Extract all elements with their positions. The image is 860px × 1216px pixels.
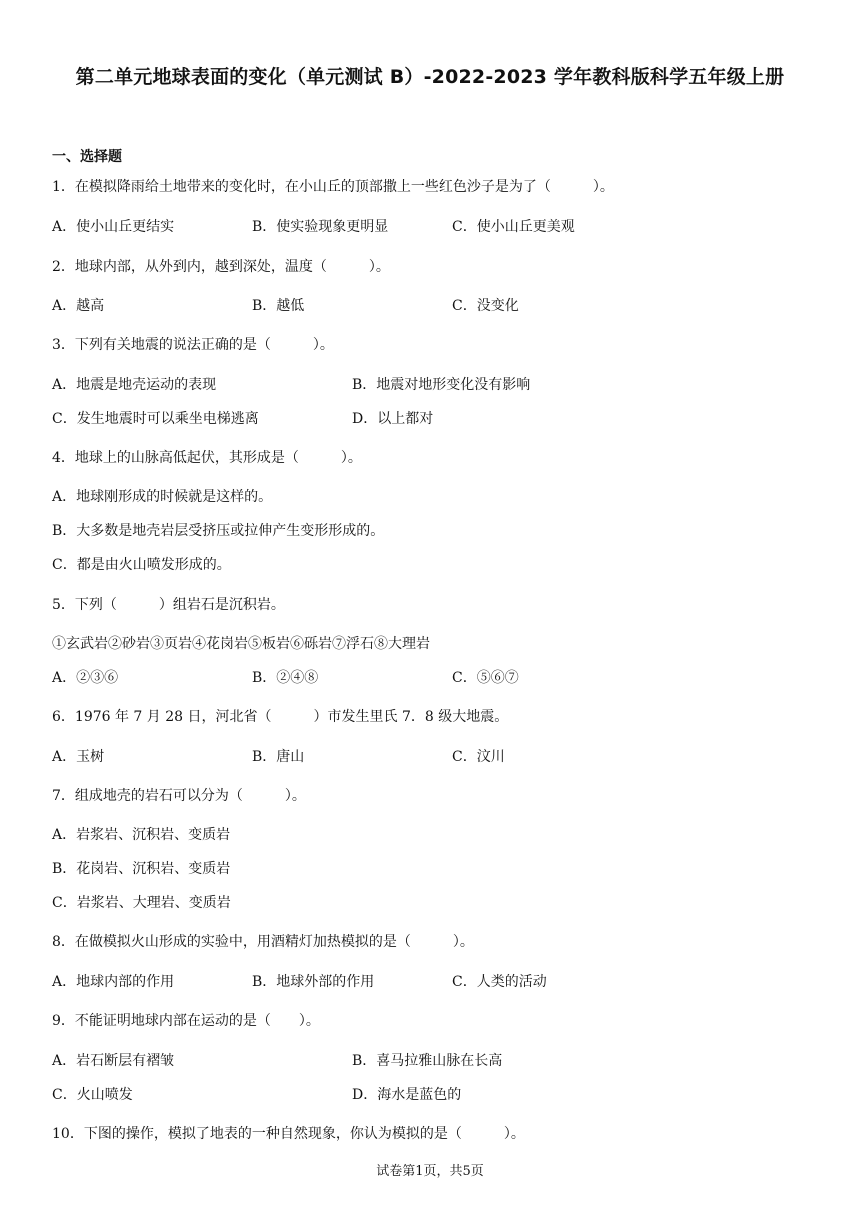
question-5-option-c[interactable]: C．⑤⑥⑦ xyxy=(452,670,519,686)
question-5-option-a[interactable]: A．②③⑥ xyxy=(52,670,119,686)
question-7-option-b[interactable]: B．花岗岩、沉积岩、变质岩 xyxy=(52,861,231,877)
question-3-option-c[interactable]: C．发生地震时可以乘坐电梯逃离 xyxy=(52,411,259,427)
question-8-option-c[interactable]: C．人类的活动 xyxy=(452,974,547,990)
question-2-option-c[interactable]: C．没变化 xyxy=(452,298,519,314)
section-heading: 一、选择题 xyxy=(52,149,122,165)
question-5-stem: 5．下列（ ）组岩石是沉积岩。 xyxy=(52,597,285,613)
question-8-stem: 8．在做模拟火山形成的实验中，用酒精灯加热模拟的是（ ）。 xyxy=(52,934,474,950)
question-2-option-b[interactable]: B．越低 xyxy=(252,298,305,314)
question-10-stem: 10．下图的操作，模拟了地表的一种自然现象，你认为模拟的是（ ）。 xyxy=(52,1126,525,1142)
question-4-option-a[interactable]: A．地球刚形成的时候就是这样的。 xyxy=(52,489,273,505)
question-1-option-c[interactable]: C．使小山丘更美观 xyxy=(452,219,575,235)
question-1-stem: 1．在模拟降雨给土地带来的变化时，在小山丘的顶部撒上一些红色沙子是为了（ ）。 xyxy=(52,179,614,195)
question-9-option-a[interactable]: A．岩石断层有褶皱 xyxy=(52,1053,175,1069)
question-1-option-b[interactable]: B．使实验现象更明显 xyxy=(252,219,389,235)
question-5-option-b[interactable]: B．②④⑧ xyxy=(252,670,319,686)
question-6-option-b[interactable]: B．唐山 xyxy=(252,749,305,765)
question-6-stem: 6．1976 年 7 月 28 日，河北省（ ）市发生里氏 7．8 级大地震。 xyxy=(52,709,509,725)
question-7-option-c[interactable]: C．岩浆岩、大理岩、变质岩 xyxy=(52,895,231,911)
question-3-stem: 3．下列有关地震的说法正确的是（ ）。 xyxy=(52,337,334,353)
question-6-option-a[interactable]: A．玉树 xyxy=(52,749,105,765)
question-9-option-b[interactable]: B．喜马拉雅山脉在长高 xyxy=(352,1053,503,1069)
question-9-option-c[interactable]: C．火山喷发 xyxy=(52,1087,133,1103)
question-7-option-a[interactable]: A．岩浆岩、沉积岩、变质岩 xyxy=(52,827,231,843)
question-1-option-a[interactable]: A．使小山丘更结实 xyxy=(52,219,175,235)
question-6-option-c[interactable]: C．汶川 xyxy=(452,749,505,765)
question-3-option-a[interactable]: A．地震是地壳运动的表现 xyxy=(52,377,217,393)
question-7-stem: 7．组成地壳的岩石可以分为（ ）。 xyxy=(52,788,306,804)
question-3-option-d[interactable]: D．以上都对 xyxy=(352,411,434,427)
question-9-option-d[interactable]: D．海水是蓝色的 xyxy=(352,1087,462,1103)
page-title: 第二单元地球表面的变化（单元测试 B）-2022-2023 学年教科版科学五年级上册 xyxy=(75,66,785,88)
question-9-stem: 9．不能证明地球内部在运动的是（ ）。 xyxy=(52,1013,320,1029)
question-2-option-a[interactable]: A．越高 xyxy=(52,298,105,314)
question-4-stem: 4．地球上的山脉高低起伏，其形成是（ ）。 xyxy=(52,450,362,466)
question-4-option-c[interactable]: C．都是由火山喷发形成的。 xyxy=(52,557,231,573)
page-footer: 试卷第1页，共5页 xyxy=(376,1164,484,1179)
question-5-rock-list: ①玄武岩②砂岩③页岩④花岗岩⑤板岩⑥砾岩⑦浮石⑧大理岩 xyxy=(52,636,430,652)
question-2-stem: 2．地球内部，从外到内，越到深处，温度（ ）。 xyxy=(52,259,390,275)
question-3-option-b[interactable]: B．地震对地形变化没有影响 xyxy=(352,377,531,393)
question-8-option-a[interactable]: A．地球内部的作用 xyxy=(52,974,175,990)
question-4-option-b[interactable]: B．大多数是地壳岩层受挤压或拉伸产生变形形成的。 xyxy=(52,523,385,539)
question-8-option-b[interactable]: B．地球外部的作用 xyxy=(252,974,375,990)
